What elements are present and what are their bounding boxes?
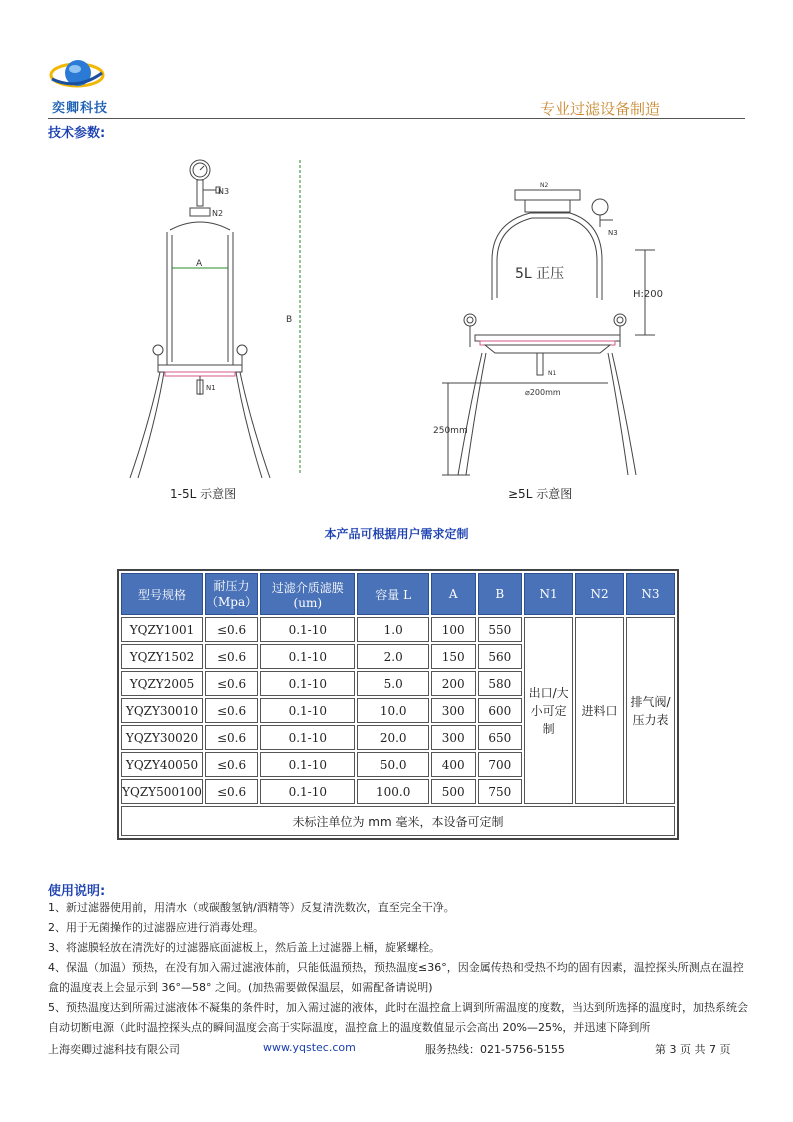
label-diameter: ⌀200mm <box>525 388 561 397</box>
table-header-cell: 过滤介质滤膜(um) <box>260 573 355 615</box>
cell-a: 300 <box>431 725 476 750</box>
cell-pressure: ≤0.6 <box>205 644 258 669</box>
cell-a: 150 <box>431 644 476 669</box>
cell-filter: 0.1-10 <box>260 698 355 723</box>
usage-item: 2、用于无菌操作的过滤器应进行消毒处理。 <box>48 921 264 934</box>
table-header-cell: 型号规格 <box>121 573 203 615</box>
logo-text: 奕卿科技 <box>52 101 109 116</box>
cell-capacity: 100.0 <box>357 779 428 804</box>
cell-a: 400 <box>431 752 476 777</box>
cell-b: 750 <box>478 779 523 804</box>
cell-a: 300 <box>431 698 476 723</box>
table-footer-row <box>121 806 675 836</box>
cell-filter: 0.1-10 <box>260 725 355 750</box>
table-header-cell: 耐压力（Mpa） <box>205 573 258 615</box>
label-n2: N2 <box>212 209 224 218</box>
cell-pressure: ≤0.6 <box>205 779 258 804</box>
spec-table <box>117 569 679 840</box>
table-header-cell: 容量 L <box>357 573 428 615</box>
footer-hotline: 服务热线：021-5756-5155 <box>425 1043 565 1056</box>
cell-a: 500 <box>431 779 476 804</box>
table-footer-note: 未标注单位为 mm 毫米，本设备可定制 <box>121 806 675 836</box>
label-volume: 5L 正压 <box>515 266 565 282</box>
cell-n2: 进料口 <box>575 617 624 804</box>
cell-model: YQZY1502 <box>121 644 203 669</box>
header-slogan: 专业过滤设备制造 <box>540 100 661 118</box>
diagram-large-filter <box>430 175 670 485</box>
company-logo <box>48 55 106 97</box>
cell-filter: 0.1-10 <box>260 644 355 669</box>
caption-small-filter: 1-5L 示意图 <box>170 487 237 501</box>
cell-pressure: ≤0.6 <box>205 617 258 642</box>
usage-item: 5、预热温度达到所需过滤液体不凝集的条件时，加入需过滤的液体，此时在温控盒上调到所需温度的度数，当达到所选择的温度时，加热系统会自动切断电源（此时温控探头点的瞬间温度会高于实际温度，温控盒上的温度数值显示会高出 20%—25%，并迅速下降到所 <box>48 1001 748 1034</box>
table-header-cell: N1 <box>524 573 573 615</box>
cell-filter: 0.1-10 <box>260 671 355 696</box>
cell-model: YQZY40050 <box>121 752 203 777</box>
cell-capacity: 50.0 <box>357 752 428 777</box>
cell-pressure: ≤0.6 <box>205 671 258 696</box>
table-header-cell: B <box>478 573 523 615</box>
cell-filter: 0.1-10 <box>260 617 355 642</box>
cell-model: YQZY30010 <box>121 698 203 723</box>
cell-model: YQZY500100 <box>121 779 203 804</box>
label-n3-large: N3 <box>608 229 618 237</box>
label-n2-large: N2 <box>540 182 549 189</box>
footer-website[interactable]: www.yqstec.com <box>263 1041 356 1054</box>
label-n3: N3 <box>218 187 230 196</box>
label-leg-height: 250mm <box>433 426 468 436</box>
label-height: H:200 <box>633 289 663 300</box>
usage-list <box>48 898 748 1038</box>
diagram-small-filter <box>120 150 320 485</box>
table-header-cell: N3 <box>626 573 675 615</box>
cell-capacity: 20.0 <box>357 725 428 750</box>
caption-large-filter: ≥5L 示意图 <box>508 487 573 501</box>
cell-capacity: 1.0 <box>357 617 428 642</box>
table-row <box>121 617 675 642</box>
cell-pressure: ≤0.6 <box>205 698 258 723</box>
footer-company: 上海奕卿过滤科技有限公司 <box>48 1043 180 1056</box>
cell-capacity: 5.0 <box>357 671 428 696</box>
label-n1-large: N1 <box>548 370 557 377</box>
section-title-usage: 使用说明: <box>48 884 106 899</box>
cell-model: YQZY2005 <box>121 671 203 696</box>
cell-model: YQZY1001 <box>121 617 203 642</box>
footer-page-number: 第 3 页 共 7 页 <box>655 1043 731 1056</box>
table-header-cell: N2 <box>575 573 624 615</box>
cell-capacity: 10.0 <box>357 698 428 723</box>
cell-a: 200 <box>431 671 476 696</box>
table-header-row <box>121 573 675 615</box>
cell-b: 700 <box>478 752 523 777</box>
cell-a: 100 <box>431 617 476 642</box>
table-header-cell: A <box>431 573 476 615</box>
cell-b: 560 <box>478 644 523 669</box>
cell-n1: 出口/大小可定制 <box>524 617 573 804</box>
label-a: A <box>196 259 203 269</box>
cell-filter: 0.1-10 <box>260 752 355 777</box>
cell-b: 600 <box>478 698 523 723</box>
cell-capacity: 2.0 <box>357 644 428 669</box>
section-title-params: 技术参数: <box>48 126 106 141</box>
cell-model: YQZY30020 <box>121 725 203 750</box>
cell-pressure: ≤0.6 <box>205 752 258 777</box>
header-divider <box>48 118 745 119</box>
usage-item: 3、将滤膜轻放在清洗好的过滤器底面滤板上，然后盖上过滤器上桶，旋紧螺栓。 <box>48 941 440 954</box>
cell-n3: 排气阀/压力表 <box>626 617 675 804</box>
cell-b: 580 <box>478 671 523 696</box>
usage-item: 1、新过滤器使用前，用清水（或碳酸氢钠/酒精等）反复清洗数次，直至完全干净。 <box>48 901 455 914</box>
label-b: B <box>286 315 293 325</box>
cell-pressure: ≤0.6 <box>205 725 258 750</box>
usage-item: 4、保温（加温）预热，在没有加入需过滤液体前，只能低温预热，预热温度≤36°，因金属传热和受热不均的固有因素，温控探头所测点在温控盒的温度表上会显示到 36°—58° 之间。(加热需要做保温层，如需配备请说明) <box>48 961 744 994</box>
label-n1: N1 <box>206 384 216 392</box>
cell-b: 650 <box>478 725 523 750</box>
cell-filter: 0.1-10 <box>260 779 355 804</box>
custom-note: 本产品可根据用户需求定制 <box>324 527 469 541</box>
cell-b: 550 <box>478 617 523 642</box>
